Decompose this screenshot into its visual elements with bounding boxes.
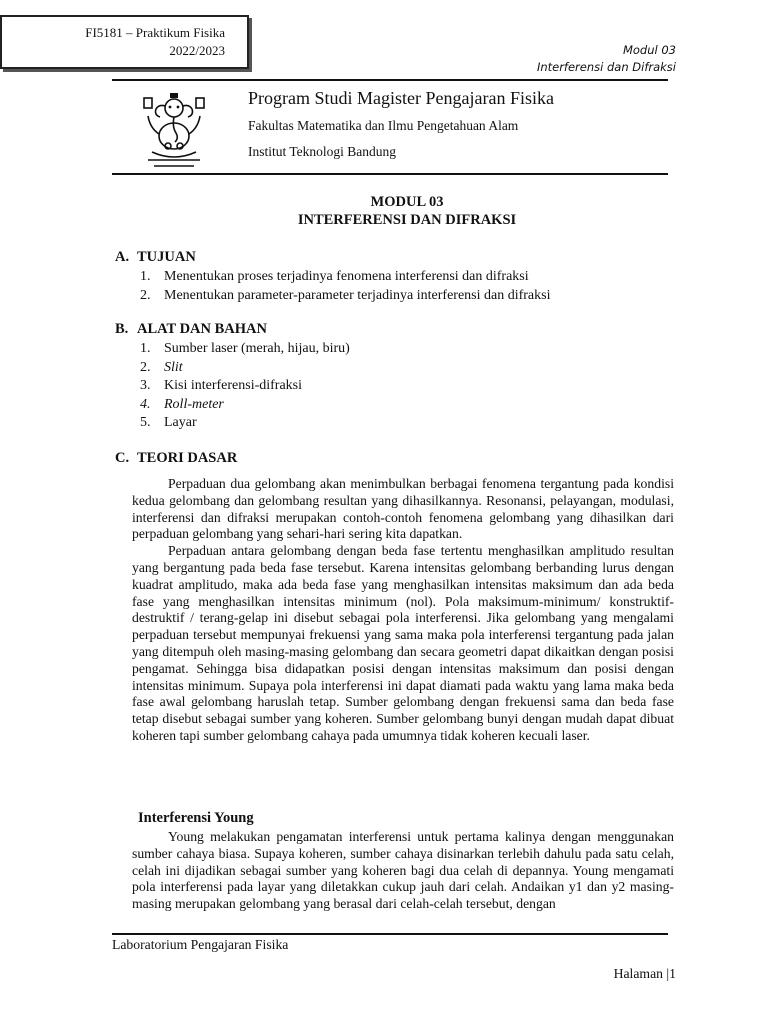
list-item [140,268,550,287]
course-code: FI5181 – Praktikum Fisika [85,25,225,40]
course-info-box [0,15,249,69]
teori-paragraph-1: Perpaduan dua gelombang akan menimbulkan berbagai fenomena tergantung pada kondisi kedua gelombang dan gelombang resultan yang dihasilkannya. Resonansi, pelayangan, modulasi, interferensi dan difraksi merupakan contoh-contoh fenomena gelombang yang dihasilkan dari perpaduan gelombang yang sehari-hari sering kita dapatkan. [132,476,674,542]
teori-body [132,476,674,745]
list-text: Slit [164,359,183,375]
page-number: Halaman |1 [613,966,676,981]
itb-ganesha-logo-icon [140,90,208,170]
list-item [140,340,350,359]
list-item [140,287,550,306]
list-item [140,359,350,378]
list-item [140,377,350,396]
list-number: 4. [140,396,151,412]
footer-rule [112,933,668,935]
young-paragraph: Young melakukan pengamatan interferensi untuk pertama kalinya dengan menggunakan sumber cahaya biasa. Supaya koheren, sumber cahaya disinarkan terlebih dahulu pada satu celah, celah ini dijadikan sebagai sumber yang koheren bagi dua celah di depannya. Young mengamati pola interferensi pada layar yang diletakkan cukup jauh dari celah. Andaikan y1 dan y2 masing-masing merupakan gelombang yang berasal dari celah-celah tersebut, dengan [132,829,674,912]
section-title: ALAT DAN BAHAN [137,321,267,337]
list-text: Layar [164,415,197,430]
young-heading: Interferensi Young [138,810,254,826]
section-title: TEORI DASAR [137,450,238,466]
list-text: Menentukan proses terjadinya fenomena interferensi dan difraksi [164,269,529,284]
program-title: Program Studi Magister Pengajaran Fisika [248,88,554,108]
list-item [140,396,350,415]
module-number: MODUL 03 [370,194,444,210]
list-text: Roll-meter [164,396,224,412]
section-tujuan-heading [115,249,196,266]
list-text: Sumber laser (merah, hijau, biru) [164,341,350,356]
faculty-name: Fakultas Matematika dan Ilmu Pengetahuan Alam [248,118,519,133]
young-body [132,829,674,913]
list-number: 1. [140,341,151,356]
section-letter: C. [115,450,130,466]
section-teori-heading [115,450,237,467]
list-number: 1. [140,269,151,284]
section-letter: B. [115,321,129,337]
list-text: Menentukan parameter-parameter terjadinya interferensi dan difraksi [164,287,551,303]
list-item [140,414,350,433]
course-year: 2022/2023 [169,43,225,58]
modul-topic: Interferensi dan Difraksi [536,60,676,74]
list-text: Kisi interferensi-difraksi [164,378,303,393]
modul-label: Modul 03 [622,43,676,57]
alat-list [140,340,350,433]
institution-rule [112,173,668,175]
section-letter: A. [115,249,130,265]
list-number: 2. [140,359,151,375]
list-number: 2. [140,287,151,303]
institute-name: Institut Teknologi Bandung [248,144,397,159]
list-number: 5. [140,415,151,430]
section-alat-heading [115,321,267,338]
header-rule [112,79,668,81]
section-title: TUJUAN [137,249,196,265]
list-number: 3. [140,378,151,393]
module-title: INTERFERENSI DAN DIFRAKSI [297,212,517,228]
footer-lab-name: Laboratorium Pengajaran Fisika [112,937,289,952]
teori-paragraph-2: Perpaduan antara gelombang dengan beda fase tertentu menghasilkan amplitudo resultan yang bergantung pada beda fase tersebut. Karena intensitas gelombang berbanding lurus dengan kuadrat amplitudo, maka ada beda fase yang menghasilkan intensitas maksimum dan ada beda fase yang menghasilkan intensitas minimum (nol). Pola maksimum-minimum/ konstruktif-destruktif / terang-gelap ini disebut sebagai pola interferensi. Jika gelombang yang mengalami perpaduan tersebut mempunyai frekuensi yang sama maka pola interferensi tergantung pada jalan yang ditempuh oleh masing-masing gelombang dan secara geometri dapat dikaitkan dengan posisi pengamat. Sehingga bisa didapatkan posisi dengan intensitas maksimum dan posisi dengan intensitas minimum. Supaya pola interferensi ini dapat diamati pada waktu yang lama maka beda fase awal gelombang haruslah tetap. Sumber gelombang dengan frekuensi sama dan beda fase tetap disebut sebagai sumber yang koheren. Sumber gelombang bunyi dengan mudah dapat dibuat koheren tapi sumber gelombang cahaya pada umumnya tidak koheren kecuali laser. [132,543,674,743]
tujuan-list [140,268,550,305]
